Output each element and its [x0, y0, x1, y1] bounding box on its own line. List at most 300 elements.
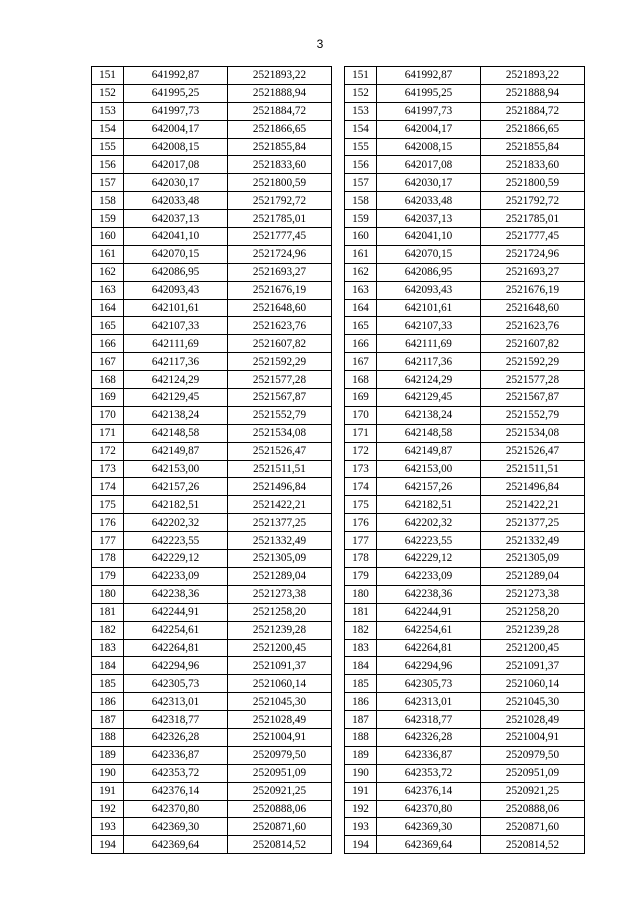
table-row: [345, 389, 585, 407]
point-number-cell: 191: [92, 782, 124, 800]
point-number-cell: 190: [345, 764, 377, 782]
x-coordinate-cell: 642148,58: [377, 424, 481, 442]
point-number-cell: 193: [92, 818, 124, 836]
point-number-cell: 165: [345, 317, 377, 335]
table-row: [345, 174, 585, 192]
x-coordinate-cell: 642129,45: [124, 389, 228, 407]
point-number-cell: 159: [345, 210, 377, 228]
y-coordinate-cell: 2521607,82: [481, 335, 585, 353]
table-row: [92, 764, 332, 782]
point-number-cell: 177: [345, 532, 377, 550]
point-number-cell: 157: [345, 174, 377, 192]
x-coordinate-cell: 642370,80: [124, 800, 228, 818]
table-row: [92, 800, 332, 818]
x-coordinate-cell: 642008,15: [377, 138, 481, 156]
point-number-cell: 181: [92, 603, 124, 621]
point-number-cell: 163: [92, 281, 124, 299]
table-row: [345, 675, 585, 693]
table-row: [92, 567, 332, 585]
point-number-cell: 178: [345, 550, 377, 568]
y-coordinate-cell: 2521422,21: [481, 496, 585, 514]
table-row: [92, 693, 332, 711]
point-number-cell: 184: [345, 657, 377, 675]
y-coordinate-cell: 2521045,30: [481, 693, 585, 711]
x-coordinate-cell: 641992,87: [377, 67, 481, 85]
point-number-cell: 170: [92, 406, 124, 424]
page-number: 3: [316, 37, 324, 51]
y-coordinate-cell: 2521526,47: [228, 442, 332, 460]
y-coordinate-cell: 2521577,28: [228, 371, 332, 389]
y-coordinate-cell: 2521045,30: [228, 693, 332, 711]
y-coordinate-cell: 2521567,87: [481, 389, 585, 407]
table-row: [92, 711, 332, 729]
y-coordinate-cell: 2521607,82: [228, 335, 332, 353]
y-coordinate-cell: 2521004,91: [481, 728, 585, 746]
point-number-cell: 187: [345, 711, 377, 729]
point-number-cell: 185: [345, 675, 377, 693]
y-coordinate-cell: 2520814,52: [228, 836, 332, 854]
point-number-cell: 154: [345, 120, 377, 138]
table-row: [345, 532, 585, 550]
table-row: [92, 585, 332, 603]
point-number-cell: 157: [92, 174, 124, 192]
y-coordinate-cell: 2521552,79: [481, 406, 585, 424]
y-coordinate-cell: 2521534,08: [228, 424, 332, 442]
y-coordinate-cell: 2521777,45: [228, 228, 332, 246]
x-coordinate-cell: 642369,64: [124, 836, 228, 854]
point-number-cell: 183: [345, 639, 377, 657]
x-coordinate-cell: 642117,36: [377, 353, 481, 371]
y-coordinate-cell: 2521273,38: [481, 585, 585, 603]
y-coordinate-cell: 2521724,96: [481, 245, 585, 263]
table-row: [345, 192, 585, 210]
point-number-cell: 188: [92, 728, 124, 746]
x-coordinate-cell: 642254,61: [124, 621, 228, 639]
point-number-cell: 164: [345, 299, 377, 317]
table-row: [92, 836, 332, 854]
y-coordinate-cell: 2521785,01: [228, 210, 332, 228]
point-number-cell: 158: [92, 192, 124, 210]
table-row: [92, 657, 332, 675]
point-number-cell: 180: [92, 585, 124, 603]
x-coordinate-cell: 642313,01: [124, 693, 228, 711]
point-number-cell: 171: [92, 424, 124, 442]
x-coordinate-cell: 642233,09: [377, 567, 481, 585]
y-coordinate-cell: 2521800,59: [228, 174, 332, 192]
table-row: [345, 764, 585, 782]
y-coordinate-cell: 2520951,09: [481, 764, 585, 782]
table-row: [92, 621, 332, 639]
x-coordinate-cell: 642037,13: [377, 210, 481, 228]
point-number-cell: 192: [92, 800, 124, 818]
x-coordinate-cell: 641997,73: [377, 102, 481, 120]
x-coordinate-cell: 642124,29: [124, 371, 228, 389]
point-number-cell: 194: [92, 836, 124, 854]
y-coordinate-cell: 2521567,87: [228, 389, 332, 407]
y-coordinate-cell: 2521496,84: [481, 478, 585, 496]
point-number-cell: 156: [92, 156, 124, 174]
coordinates-table-left: [91, 66, 332, 854]
point-number-cell: 167: [92, 353, 124, 371]
table-row: [345, 496, 585, 514]
point-number-cell: 165: [92, 317, 124, 335]
point-number-cell: 189: [92, 746, 124, 764]
table-row: [345, 603, 585, 621]
table-row: [345, 800, 585, 818]
y-coordinate-cell: 2521239,28: [228, 621, 332, 639]
y-coordinate-cell: 2521855,84: [481, 138, 585, 156]
x-coordinate-cell: 642353,72: [124, 764, 228, 782]
y-coordinate-cell: 2521332,49: [481, 532, 585, 550]
x-coordinate-cell: 642030,17: [377, 174, 481, 192]
point-number-cell: 170: [345, 406, 377, 424]
point-number-cell: 162: [92, 263, 124, 281]
x-coordinate-cell: 642093,43: [377, 281, 481, 299]
y-coordinate-cell: 2520979,50: [481, 746, 585, 764]
point-number-cell: 153: [92, 102, 124, 120]
x-coordinate-cell: 641997,73: [124, 102, 228, 120]
y-coordinate-cell: 2521200,45: [481, 639, 585, 657]
y-coordinate-cell: 2521060,14: [481, 675, 585, 693]
point-number-cell: 159: [92, 210, 124, 228]
table-row: [345, 120, 585, 138]
x-coordinate-cell: 642111,69: [377, 335, 481, 353]
point-number-cell: 164: [92, 299, 124, 317]
x-coordinate-cell: 642318,77: [377, 711, 481, 729]
y-coordinate-cell: 2521693,27: [481, 263, 585, 281]
point-number-cell: 154: [92, 120, 124, 138]
table-row: [92, 102, 332, 120]
table-row: [92, 228, 332, 246]
y-coordinate-cell: 2520888,06: [481, 800, 585, 818]
table-row: [345, 353, 585, 371]
table-row: [345, 210, 585, 228]
y-coordinate-cell: 2521623,76: [481, 317, 585, 335]
y-coordinate-cell: 2521028,49: [228, 711, 332, 729]
table-row: [92, 389, 332, 407]
point-number-cell: 179: [92, 567, 124, 585]
y-coordinate-cell: 2521648,60: [481, 299, 585, 317]
y-coordinate-cell: 2521800,59: [481, 174, 585, 192]
table-row: [345, 335, 585, 353]
table-row: [345, 299, 585, 317]
y-coordinate-cell: 2521676,19: [228, 281, 332, 299]
point-number-cell: 184: [92, 657, 124, 675]
table-row: [92, 317, 332, 335]
point-number-cell: 168: [345, 371, 377, 389]
y-coordinate-cell: 2521648,60: [228, 299, 332, 317]
table-row: [92, 460, 332, 478]
x-coordinate-cell: 642086,95: [377, 263, 481, 281]
table-row: [92, 84, 332, 102]
y-coordinate-cell: 2521200,45: [228, 639, 332, 657]
point-number-cell: 171: [345, 424, 377, 442]
x-coordinate-cell: 641995,25: [377, 84, 481, 102]
x-coordinate-cell: 642149,87: [377, 442, 481, 460]
table-row: [92, 818, 332, 836]
point-number-cell: 166: [345, 335, 377, 353]
x-coordinate-cell: 642305,73: [377, 675, 481, 693]
point-number-cell: 168: [92, 371, 124, 389]
x-coordinate-cell: 642070,15: [377, 245, 481, 263]
point-number-cell: 169: [92, 389, 124, 407]
table-row: [345, 728, 585, 746]
point-number-cell: 156: [345, 156, 377, 174]
x-coordinate-cell: 642149,87: [124, 442, 228, 460]
point-number-cell: 160: [345, 228, 377, 246]
table-row: [92, 353, 332, 371]
table-row: [345, 818, 585, 836]
table-row: [92, 782, 332, 800]
x-coordinate-cell: 642294,96: [377, 657, 481, 675]
table-row: [345, 263, 585, 281]
x-coordinate-cell: 642254,61: [377, 621, 481, 639]
table-row: [345, 711, 585, 729]
y-coordinate-cell: 2521377,25: [228, 514, 332, 532]
y-coordinate-cell: 2521273,38: [228, 585, 332, 603]
y-coordinate-cell: 2520814,52: [481, 836, 585, 854]
y-coordinate-cell: 2520888,06: [228, 800, 332, 818]
table-row: [345, 84, 585, 102]
point-number-cell: 182: [345, 621, 377, 639]
x-coordinate-cell: 642070,15: [124, 245, 228, 263]
x-coordinate-cell: 641995,25: [124, 84, 228, 102]
x-coordinate-cell: 642244,91: [124, 603, 228, 621]
point-number-cell: 158: [345, 192, 377, 210]
point-number-cell: 175: [92, 496, 124, 514]
table-row: [345, 746, 585, 764]
table-row: [345, 657, 585, 675]
y-coordinate-cell: 2521833,60: [481, 156, 585, 174]
y-coordinate-cell: 2521592,29: [228, 353, 332, 371]
x-coordinate-cell: 642223,55: [377, 532, 481, 550]
table-row: [92, 120, 332, 138]
y-coordinate-cell: 2521888,94: [481, 84, 585, 102]
point-number-cell: 155: [345, 138, 377, 156]
x-coordinate-cell: 642305,73: [124, 675, 228, 693]
x-coordinate-cell: 642037,13: [124, 210, 228, 228]
y-coordinate-cell: 2521792,72: [481, 192, 585, 210]
point-number-cell: 151: [92, 67, 124, 85]
x-coordinate-cell: 642229,12: [377, 550, 481, 568]
x-coordinate-cell: 642030,17: [124, 174, 228, 192]
y-coordinate-cell: 2521777,45: [481, 228, 585, 246]
table-row: [345, 621, 585, 639]
x-coordinate-cell: 642111,69: [124, 335, 228, 353]
x-coordinate-cell: 642376,14: [377, 782, 481, 800]
x-coordinate-cell: 642369,64: [377, 836, 481, 854]
table-row: [92, 639, 332, 657]
table-row: [92, 138, 332, 156]
x-coordinate-cell: 641992,87: [124, 67, 228, 85]
table-row: [345, 478, 585, 496]
x-coordinate-cell: 642264,81: [377, 639, 481, 657]
table-row: [345, 406, 585, 424]
x-coordinate-cell: 642041,10: [124, 228, 228, 246]
table-row: [92, 192, 332, 210]
point-number-cell: 175: [345, 496, 377, 514]
point-number-cell: 179: [345, 567, 377, 585]
point-number-cell: 167: [345, 353, 377, 371]
table-row: [345, 550, 585, 568]
y-coordinate-cell: 2520921,25: [481, 782, 585, 800]
x-coordinate-cell: 642233,09: [124, 567, 228, 585]
x-coordinate-cell: 642326,28: [377, 728, 481, 746]
table-row: [345, 156, 585, 174]
point-number-cell: 186: [345, 693, 377, 711]
table-row: [345, 138, 585, 156]
y-coordinate-cell: 2521792,72: [228, 192, 332, 210]
x-coordinate-cell: 642182,51: [124, 496, 228, 514]
y-coordinate-cell: 2521592,29: [481, 353, 585, 371]
table-row: [92, 371, 332, 389]
y-coordinate-cell: 2520979,50: [228, 746, 332, 764]
x-coordinate-cell: 642336,87: [124, 746, 228, 764]
point-number-cell: 160: [92, 228, 124, 246]
x-coordinate-cell: 642041,10: [377, 228, 481, 246]
y-coordinate-cell: 2521289,04: [228, 567, 332, 585]
y-coordinate-cell: 2521289,04: [481, 567, 585, 585]
point-number-cell: 155: [92, 138, 124, 156]
y-coordinate-cell: 2521496,84: [228, 478, 332, 496]
table-row: [92, 263, 332, 281]
y-coordinate-cell: 2521884,72: [228, 102, 332, 120]
point-number-cell: 173: [345, 460, 377, 478]
y-coordinate-cell: 2521377,25: [481, 514, 585, 532]
point-number-cell: 188: [345, 728, 377, 746]
table-row: [345, 442, 585, 460]
table-row: [92, 406, 332, 424]
x-coordinate-cell: 642101,61: [124, 299, 228, 317]
table-row: [345, 371, 585, 389]
coordinates-table-right: [344, 66, 585, 854]
point-number-cell: 174: [92, 478, 124, 496]
point-number-cell: 182: [92, 621, 124, 639]
y-coordinate-cell: 2521258,20: [228, 603, 332, 621]
y-coordinate-cell: 2521866,65: [481, 120, 585, 138]
y-coordinate-cell: 2520951,09: [228, 764, 332, 782]
point-number-cell: 152: [345, 84, 377, 102]
point-number-cell: 151: [345, 67, 377, 85]
point-number-cell: 178: [92, 550, 124, 568]
x-coordinate-cell: 642294,96: [124, 657, 228, 675]
point-number-cell: 176: [92, 514, 124, 532]
table-row: [92, 281, 332, 299]
x-coordinate-cell: 642138,24: [124, 406, 228, 424]
x-coordinate-cell: 642376,14: [124, 782, 228, 800]
x-coordinate-cell: 642336,87: [377, 746, 481, 764]
y-coordinate-cell: 2521888,94: [228, 84, 332, 102]
table-row: [92, 746, 332, 764]
x-coordinate-cell: 642182,51: [377, 496, 481, 514]
y-coordinate-cell: 2521884,72: [481, 102, 585, 120]
point-number-cell: 163: [345, 281, 377, 299]
x-coordinate-cell: 642148,58: [124, 424, 228, 442]
y-coordinate-cell: 2520921,25: [228, 782, 332, 800]
y-coordinate-cell: 2521724,96: [228, 245, 332, 263]
x-coordinate-cell: 642117,36: [124, 353, 228, 371]
y-coordinate-cell: 2521693,27: [228, 263, 332, 281]
x-coordinate-cell: 642223,55: [124, 532, 228, 550]
y-coordinate-cell: 2521091,37: [481, 657, 585, 675]
x-coordinate-cell: 642107,33: [124, 317, 228, 335]
x-coordinate-cell: 642004,17: [377, 120, 481, 138]
point-number-cell: 189: [345, 746, 377, 764]
y-coordinate-cell: 2521893,22: [228, 67, 332, 85]
x-coordinate-cell: 642004,17: [124, 120, 228, 138]
y-coordinate-cell: 2521526,47: [481, 442, 585, 460]
x-coordinate-cell: 642264,81: [124, 639, 228, 657]
table-row: [345, 102, 585, 120]
table-row: [92, 532, 332, 550]
x-coordinate-cell: 642370,80: [377, 800, 481, 818]
y-coordinate-cell: 2521305,09: [481, 550, 585, 568]
point-number-cell: 152: [92, 84, 124, 102]
table-row: [92, 514, 332, 532]
x-coordinate-cell: 642138,24: [377, 406, 481, 424]
table-row: [345, 317, 585, 335]
x-coordinate-cell: 642017,08: [377, 156, 481, 174]
x-coordinate-cell: 642017,08: [124, 156, 228, 174]
table-row: [345, 228, 585, 246]
table-row: [92, 210, 332, 228]
x-coordinate-cell: 642008,15: [124, 138, 228, 156]
table-row: [92, 245, 332, 263]
y-coordinate-cell: 2521004,91: [228, 728, 332, 746]
table-row: [92, 299, 332, 317]
y-coordinate-cell: 2521577,28: [481, 371, 585, 389]
table-row: [345, 585, 585, 603]
point-number-cell: 183: [92, 639, 124, 657]
y-coordinate-cell: 2521239,28: [481, 621, 585, 639]
y-coordinate-cell: 2521534,08: [481, 424, 585, 442]
point-number-cell: 169: [345, 389, 377, 407]
table-row: [92, 675, 332, 693]
x-coordinate-cell: 642093,43: [124, 281, 228, 299]
x-coordinate-cell: 642238,36: [377, 585, 481, 603]
table-row: [92, 174, 332, 192]
point-number-cell: 186: [92, 693, 124, 711]
x-coordinate-cell: 642326,28: [124, 728, 228, 746]
point-number-cell: 185: [92, 675, 124, 693]
y-coordinate-cell: 2521855,84: [228, 138, 332, 156]
point-number-cell: 172: [92, 442, 124, 460]
table-row: [92, 442, 332, 460]
table-row: [345, 639, 585, 657]
table-row: [345, 67, 585, 85]
x-coordinate-cell: 642086,95: [124, 263, 228, 281]
point-number-cell: 153: [345, 102, 377, 120]
y-coordinate-cell: 2521511,51: [228, 460, 332, 478]
x-coordinate-cell: 642033,48: [124, 192, 228, 210]
point-number-cell: 166: [92, 335, 124, 353]
x-coordinate-cell: 642033,48: [377, 192, 481, 210]
x-coordinate-cell: 642202,32: [377, 514, 481, 532]
x-coordinate-cell: 642369,30: [124, 818, 228, 836]
x-coordinate-cell: 642353,72: [377, 764, 481, 782]
point-number-cell: 193: [345, 818, 377, 836]
x-coordinate-cell: 642107,33: [377, 317, 481, 335]
table-row: [345, 693, 585, 711]
x-coordinate-cell: 642238,36: [124, 585, 228, 603]
table-row: [345, 460, 585, 478]
table-row: [92, 603, 332, 621]
point-number-cell: 176: [345, 514, 377, 532]
table-row: [92, 156, 332, 174]
x-coordinate-cell: 642153,00: [124, 460, 228, 478]
y-coordinate-cell: 2521552,79: [228, 406, 332, 424]
point-number-cell: 192: [345, 800, 377, 818]
